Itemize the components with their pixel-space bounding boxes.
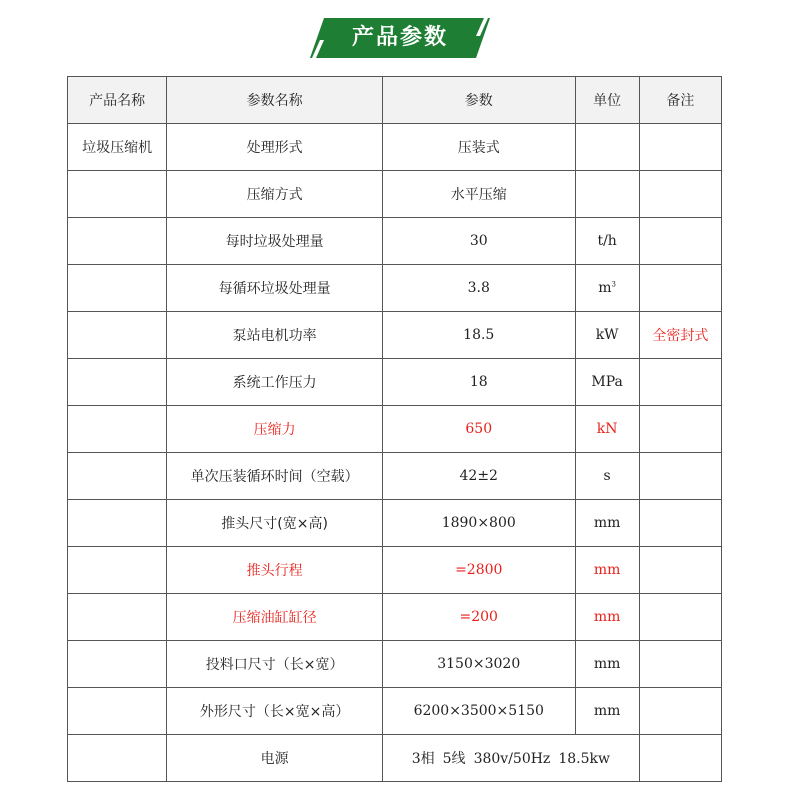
unit-text: kW <box>595 327 619 343</box>
unit-text: mm <box>593 562 621 578</box>
unit-cell <box>575 359 639 406</box>
unit-text: m <box>598 280 612 296</box>
table-row <box>68 500 722 547</box>
product-name-cell <box>68 641 167 688</box>
unit-text: kN <box>596 421 618 437</box>
note-cell <box>639 547 721 594</box>
note-cell <box>639 218 721 265</box>
param-name-cell: 推头行程 <box>167 547 383 594</box>
note-cell: 全密封式 <box>639 312 721 359</box>
unit-text: mm <box>593 656 621 672</box>
unit-text: mm <box>593 609 621 625</box>
unit-cell <box>575 406 639 453</box>
product-name-cell <box>68 359 167 406</box>
unit-text: s <box>603 468 611 484</box>
note-cell <box>639 406 721 453</box>
param-name-cell: 压缩方式 <box>167 171 383 218</box>
note-cell <box>639 359 721 406</box>
param-name-cell: 电源 <box>167 735 383 782</box>
product-name-cell <box>68 735 167 782</box>
param-name-cell: 每循环垃圾处理量 <box>167 265 383 312</box>
page-title: 产品参数 <box>351 25 448 50</box>
note-cell <box>639 735 721 782</box>
param-name-cell: 投料口尺寸（长×宽） <box>167 641 383 688</box>
param-name-cell: 单次压装循环时间（空载） <box>167 453 383 500</box>
param-name-cell: 处理形式 <box>167 124 383 171</box>
product-name-cell <box>68 312 167 359</box>
product-name-cell <box>68 594 167 641</box>
param-value-cell: 3150×3020 <box>382 641 575 688</box>
param-value-cell: 1890×800 <box>382 500 575 547</box>
unit-cell <box>575 688 639 735</box>
note-cell <box>639 265 721 312</box>
header-param: 参数名称 <box>167 77 383 124</box>
table-row <box>68 312 722 359</box>
table-header-row <box>68 77 722 124</box>
unit-text: t/h <box>597 233 617 249</box>
product-name-cell <box>68 406 167 453</box>
param-value-cell: 30 <box>382 218 575 265</box>
power-power: 18.5kw <box>558 751 610 767</box>
header-unit: 单位 <box>575 77 639 124</box>
param-name-cell: 压缩油缸缸径 <box>167 594 383 641</box>
unit-cell <box>575 265 639 312</box>
header-product: 产品名称 <box>68 77 167 124</box>
table-row <box>68 359 722 406</box>
product-name-cell <box>68 500 167 547</box>
power-supply-cell <box>382 735 639 782</box>
param-name-cell: 泵站电机功率 <box>167 312 383 359</box>
table-row-power <box>68 735 722 782</box>
unit-cell <box>575 218 639 265</box>
product-name-cell <box>68 453 167 500</box>
unit-text: MPa <box>591 374 623 390</box>
power-wire: 5线 <box>442 751 466 767</box>
unit-text: mm <box>593 703 621 719</box>
unit-cell <box>575 547 639 594</box>
table-body <box>68 124 722 782</box>
product-name-cell <box>68 218 167 265</box>
parameter-table <box>67 76 722 782</box>
product-name-cell <box>68 688 167 735</box>
note-cell <box>639 688 721 735</box>
note-cell <box>639 500 721 547</box>
note-cell <box>639 453 721 500</box>
param-value-cell: =2800 <box>382 547 575 594</box>
table-row <box>68 218 722 265</box>
product-name-cell <box>68 265 167 312</box>
table-row <box>68 406 722 453</box>
unit-cell <box>575 312 639 359</box>
unit-cell <box>575 171 639 218</box>
param-value-cell: 18 <box>382 359 575 406</box>
param-name-cell: 外形尺寸（长×宽×高） <box>167 688 383 735</box>
title-banner <box>310 18 490 58</box>
note-cell <box>639 171 721 218</box>
table-row <box>68 171 722 218</box>
table-row <box>68 124 722 171</box>
unit-cell <box>575 500 639 547</box>
table-row <box>68 453 722 500</box>
param-value-cell: 3.8 <box>382 265 575 312</box>
param-value-cell: =200 <box>382 594 575 641</box>
param-value-cell: 42±2 <box>382 453 575 500</box>
table-row <box>68 688 722 735</box>
unit-text: mm <box>593 515 621 531</box>
table-row <box>68 547 722 594</box>
note-cell <box>639 641 721 688</box>
unit-cell <box>575 453 639 500</box>
param-name-cell: 推头尺寸(宽×高) <box>167 500 383 547</box>
header-note: 备注 <box>639 77 721 124</box>
product-name-cell <box>68 171 167 218</box>
power-voltage: 380v/50Hz <box>473 751 551 767</box>
unit-superscript: 3 <box>611 280 616 289</box>
param-value-cell: 18.5 <box>382 312 575 359</box>
param-name-cell: 每时垃圾处理量 <box>167 218 383 265</box>
product-name-cell: 垃圾压缩机 <box>68 124 167 171</box>
table-row <box>68 594 722 641</box>
unit-cell <box>575 594 639 641</box>
param-value-cell: 6200×3500×5150 <box>382 688 575 735</box>
param-value-cell: 650 <box>382 406 575 453</box>
header-value: 参数 <box>382 77 575 124</box>
param-name-cell: 压缩力 <box>167 406 383 453</box>
param-name-cell: 系统工作压力 <box>167 359 383 406</box>
table-row <box>68 641 722 688</box>
unit-cell <box>575 641 639 688</box>
power-phase: 3相 <box>411 751 435 767</box>
unit-cell <box>575 124 639 171</box>
note-cell <box>639 594 721 641</box>
param-value-cell: 水平压缩 <box>382 171 575 218</box>
param-value-cell: 压装式 <box>382 124 575 171</box>
table-row <box>68 265 722 312</box>
product-name-cell <box>68 547 167 594</box>
note-cell <box>639 124 721 171</box>
